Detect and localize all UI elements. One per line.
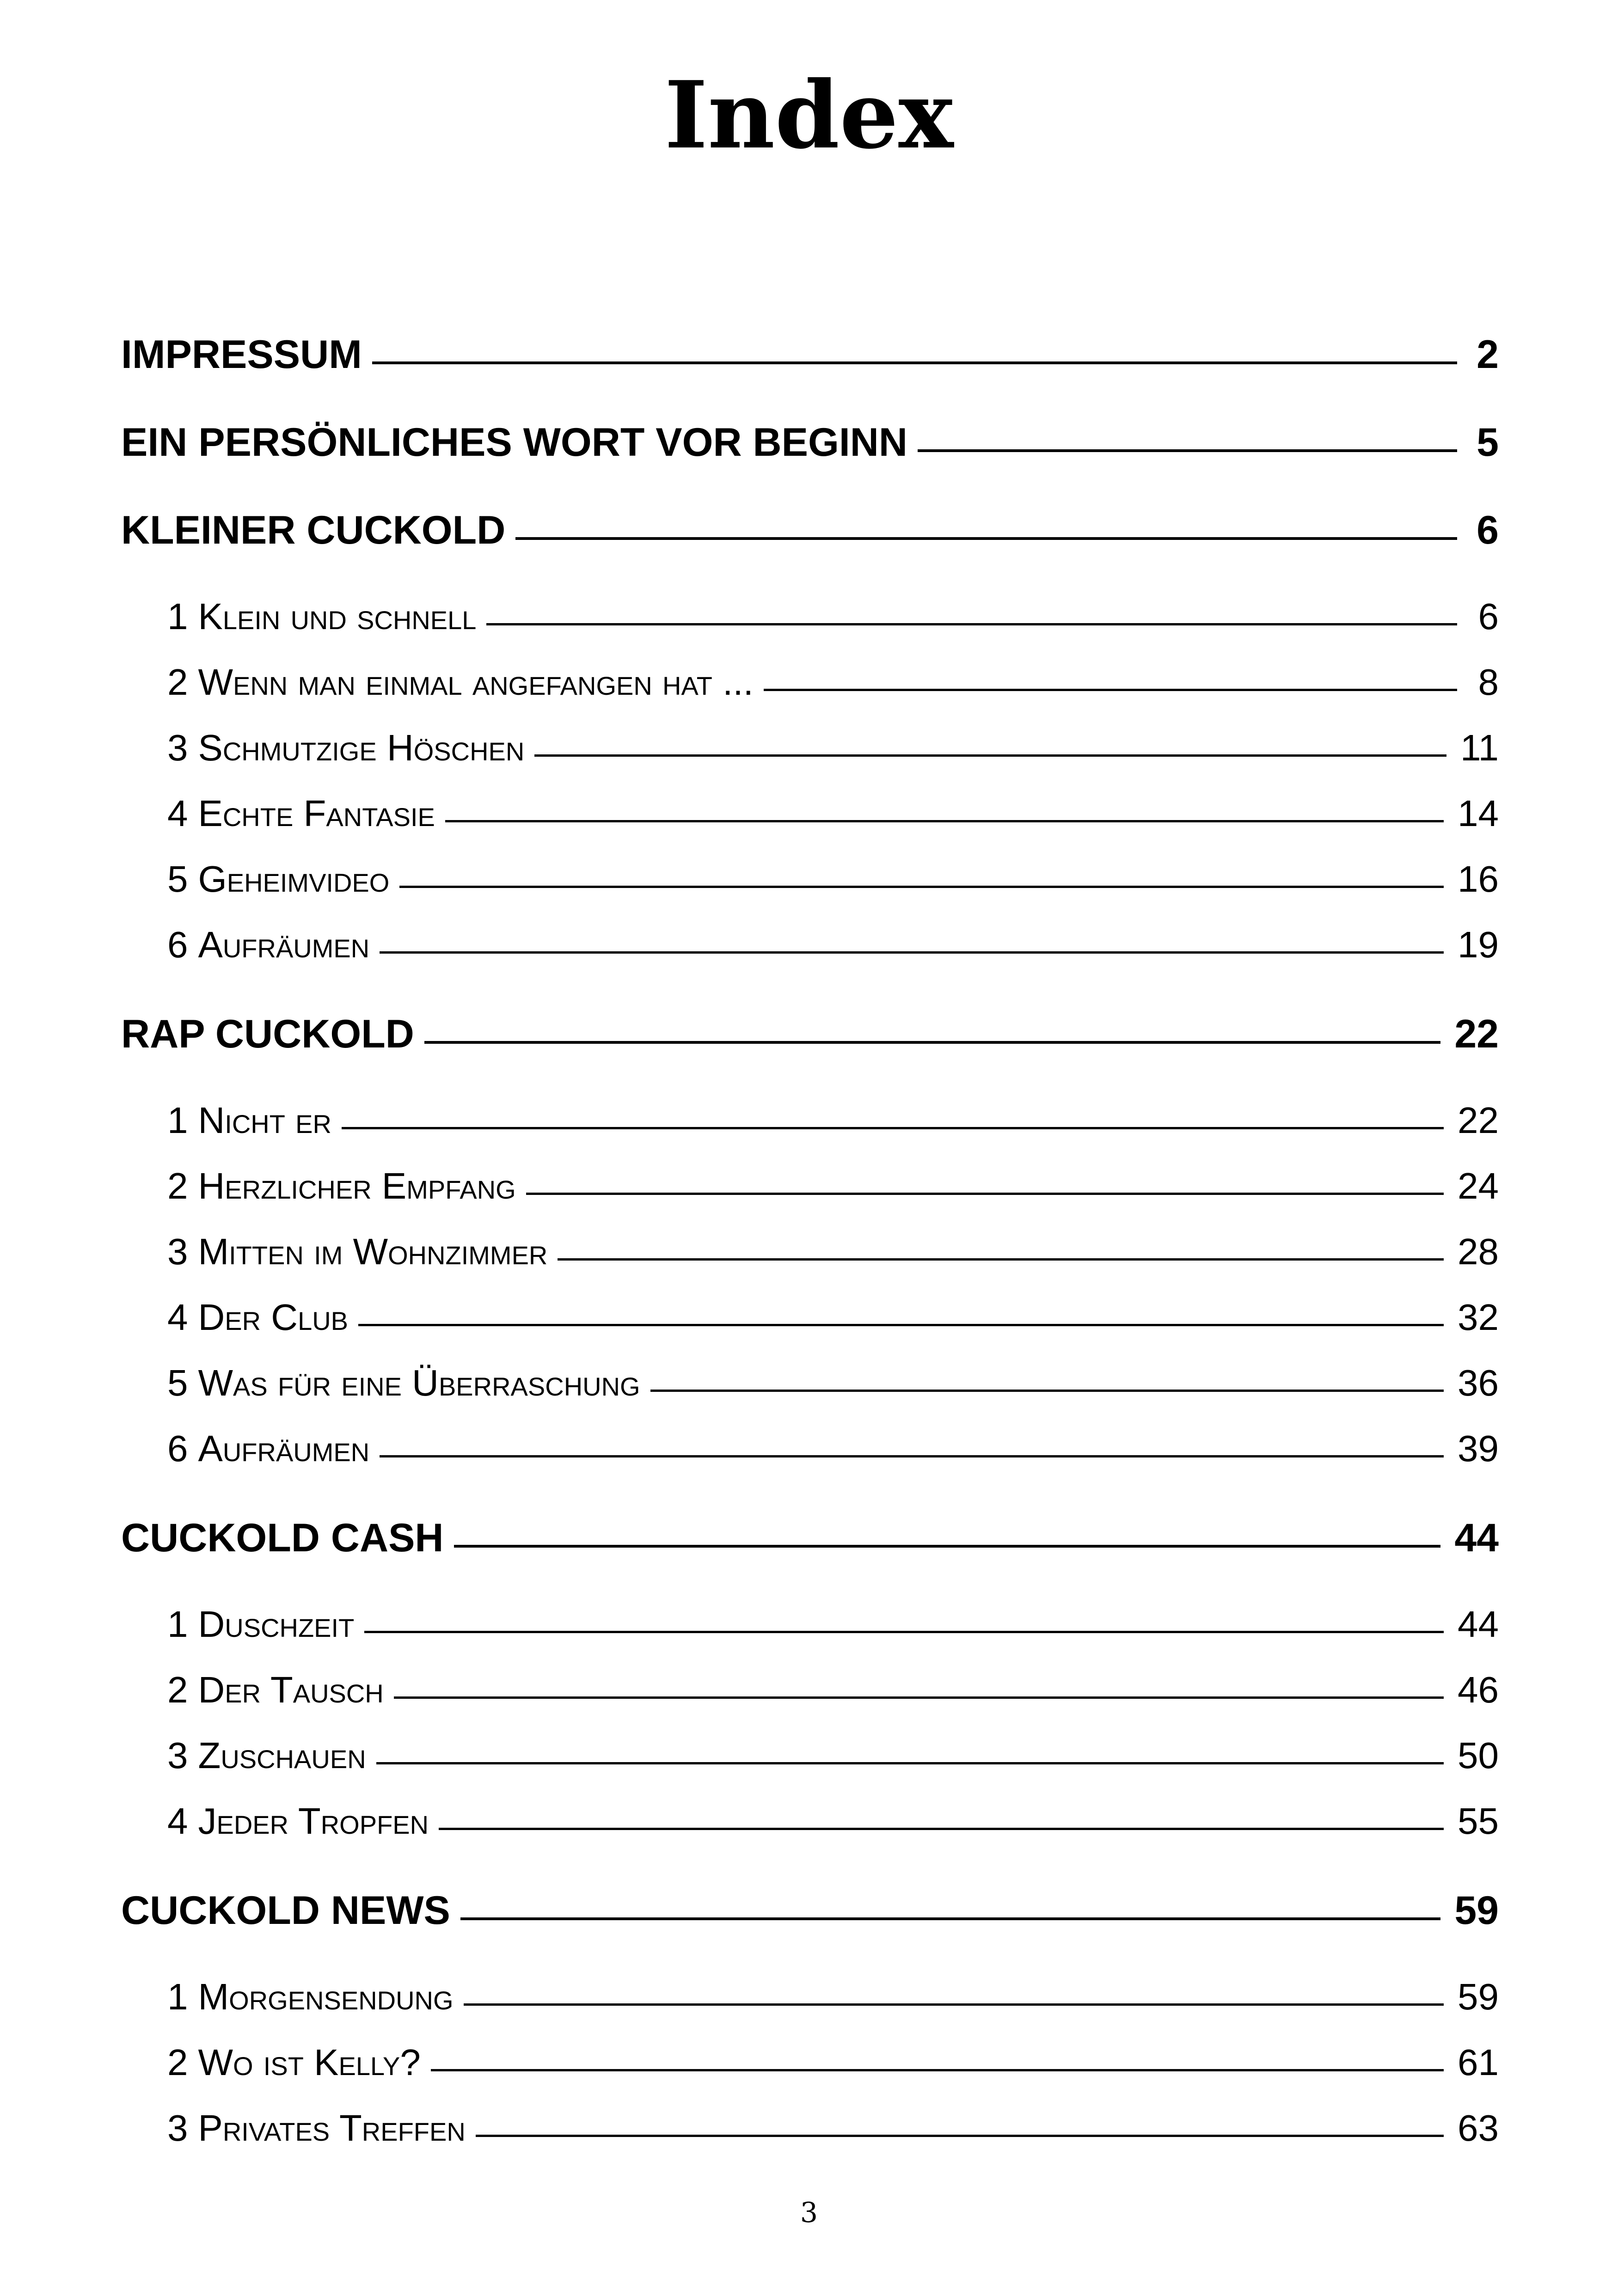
toc-section-title: Der Tausch (198, 1669, 384, 1710)
toc-section-title: Schmutzige Höschen (198, 727, 525, 768)
toc-page-number: 36 (1458, 1362, 1499, 1403)
toc-section-number: 6 (167, 1428, 188, 1469)
toc-leader-line (534, 754, 1446, 757)
toc-page-number: 44 (1454, 1516, 1499, 1560)
toc-leader-line (399, 886, 1444, 888)
toc-page-number: 63 (1458, 2107, 1499, 2149)
toc-page-number: 32 (1458, 1297, 1499, 1338)
toc-section-row (167, 595, 1499, 638)
toc-leader-line (380, 1455, 1444, 1457)
toc-section-number: 4 (167, 1297, 188, 1338)
toc-leader-line (454, 1545, 1441, 1548)
toc-section-row (167, 1296, 1499, 1339)
toc-leader-line (476, 2135, 1444, 2137)
toc-chapter-title: EIN PERSÖNLICHES WORT VOR BEGINN (121, 420, 908, 465)
toc-section-row (167, 1603, 1499, 1646)
toc-chapter-title: CUCKOLD CASH (121, 1516, 444, 1560)
toc-page-number: 11 (1460, 727, 1499, 768)
toc-section-row (167, 1800, 1499, 1843)
toc-page-number: 55 (1458, 1800, 1499, 1842)
page-title: Index (664, 61, 954, 170)
toc-section-title: Der Club (198, 1297, 349, 1338)
toc-section-number: 4 (167, 1800, 188, 1842)
toc-section-row (167, 858, 1499, 900)
toc-page-number: 24 (1458, 1165, 1499, 1206)
toc-leader-line (372, 361, 1457, 364)
toc-chapter-title: KLEINER CUCKOLD (121, 508, 506, 552)
toc-section-title: Zuschauen (198, 1735, 366, 1776)
toc-leader-line (515, 537, 1457, 540)
toc-page-number: 59 (1458, 1976, 1499, 2017)
toc-chapter-title: IMPRESSUM (121, 332, 362, 377)
toc-chapter-title: RAP CUCKOLD (121, 1012, 414, 1056)
toc-section-row (167, 1099, 1499, 1142)
toc-leader-line (445, 820, 1444, 822)
toc-section-title: Privates Treffen (198, 2107, 466, 2149)
toc-leader-line (918, 449, 1457, 452)
toc-page-number: 6 (1477, 508, 1499, 552)
toc-chapter-row (121, 1011, 1499, 1057)
toc-page-number: 16 (1458, 858, 1499, 900)
toc-chapter-row (121, 420, 1499, 465)
toc-leader-line (650, 1390, 1444, 1392)
toc-page-number: 22 (1458, 1100, 1499, 1141)
toc-section-row (167, 2107, 1499, 2149)
toc-chapter-row (121, 508, 1499, 553)
toc-section-number: 1 (167, 1100, 188, 1141)
toc-page-number: 5 (1477, 420, 1499, 465)
toc-section-title: Morgensendung (198, 1976, 454, 2017)
toc-section-title: Mitten im Wohnzimmer (198, 1231, 548, 1272)
toc-leader-line (460, 1917, 1440, 1920)
toc-leader-line (486, 623, 1457, 625)
toc-leader-line (464, 2003, 1444, 2006)
toc-page-number: 46 (1458, 1669, 1499, 1710)
toc-leader-line (431, 2069, 1444, 2071)
toc-section-number: 3 (167, 2107, 188, 2149)
toc-section-title: Herzlicher Empfang (198, 1165, 516, 1206)
toc-section-row (167, 1427, 1499, 1470)
toc-leader-line (764, 689, 1457, 691)
toc-page-number: 50 (1458, 1735, 1499, 1776)
toc-section-row (167, 2041, 1499, 2084)
toc-chapter-title: CUCKOLD NEWS (121, 1888, 450, 1933)
toc-leader-line (558, 1258, 1444, 1261)
toc-section-number: 5 (167, 858, 188, 900)
toc-section-row (167, 661, 1499, 704)
toc-section-number: 4 (167, 793, 188, 834)
toc-leader-line (394, 1696, 1444, 1699)
toc-section-title: Jeder Tropfen (198, 1800, 429, 1842)
toc-leader-line (424, 1041, 1440, 1044)
toc-page-number: 44 (1458, 1604, 1499, 1645)
toc-section-row (167, 1734, 1499, 1777)
toc-section-number: 3 (167, 727, 188, 768)
toc-section-number: 3 (167, 1735, 188, 1776)
toc-page-number: 28 (1458, 1231, 1499, 1272)
toc-page-number: 61 (1458, 2042, 1499, 2083)
toc-section-number: 5 (167, 1362, 188, 1403)
toc-leader-line (380, 951, 1444, 954)
toc-page-number: 6 (1478, 596, 1499, 637)
toc-page-number: 39 (1458, 1428, 1499, 1469)
toc-section-title: Aufräumen (198, 924, 370, 965)
toc-section-row (167, 1669, 1499, 1711)
toc-section-number: 1 (167, 596, 188, 637)
toc-section-title: Echte Fantasie (198, 793, 435, 834)
toc-page-number: 22 (1454, 1012, 1499, 1056)
toc-chapter-row (121, 332, 1499, 378)
toc-section-row (167, 1976, 1499, 2018)
toc-section-row (167, 1362, 1499, 1404)
toc-section-number: 1 (167, 1604, 188, 1645)
toc-chapter-row (121, 1888, 1499, 1934)
toc-leader-line (526, 1193, 1444, 1195)
toc-section-row (167, 1231, 1499, 1273)
toc-section-title: Duschzeit (198, 1604, 355, 1645)
page-number: 3 (800, 2197, 818, 2229)
toc-section-title: Wo ist Kelly? (198, 2042, 421, 2083)
toc-page-number: 8 (1478, 661, 1499, 703)
toc-section-number: 6 (167, 924, 188, 965)
toc-chapter-row (121, 1515, 1499, 1561)
toc-section-title: Wenn man einmal angefangen hat ... (198, 661, 754, 703)
toc-leader-line (364, 1631, 1444, 1633)
toc-page-number: 14 (1458, 793, 1499, 834)
toc-page-number: 2 (1477, 332, 1499, 377)
toc-section-row (167, 792, 1499, 835)
toc-section-number: 2 (167, 1669, 188, 1710)
toc-section-row (167, 727, 1499, 769)
toc-page-number: 59 (1454, 1888, 1499, 1933)
toc-section-title: Aufräumen (198, 1428, 370, 1469)
toc-section-number: 2 (167, 2042, 188, 2083)
toc-leader-line (342, 1127, 1444, 1129)
toc-section-number: 2 (167, 1165, 188, 1206)
toc-section-number: 3 (167, 1231, 188, 1272)
toc-section-title: Klein und schnell (198, 596, 477, 637)
toc-section-number: 1 (167, 1976, 188, 2017)
toc-section-row (167, 1165, 1499, 1207)
toc-section-title: Geheimvideo (198, 858, 390, 900)
toc-section-title: Nicht er (198, 1100, 331, 1141)
toc-section-number: 2 (167, 661, 188, 703)
toc-page-number: 19 (1458, 924, 1499, 965)
toc-section-row (167, 924, 1499, 966)
toc-leader-line (439, 1828, 1444, 1830)
toc-leader-line (358, 1324, 1444, 1326)
toc-section-title: Was für eine Überraschung (198, 1362, 640, 1403)
toc-leader-line (376, 1762, 1444, 1764)
